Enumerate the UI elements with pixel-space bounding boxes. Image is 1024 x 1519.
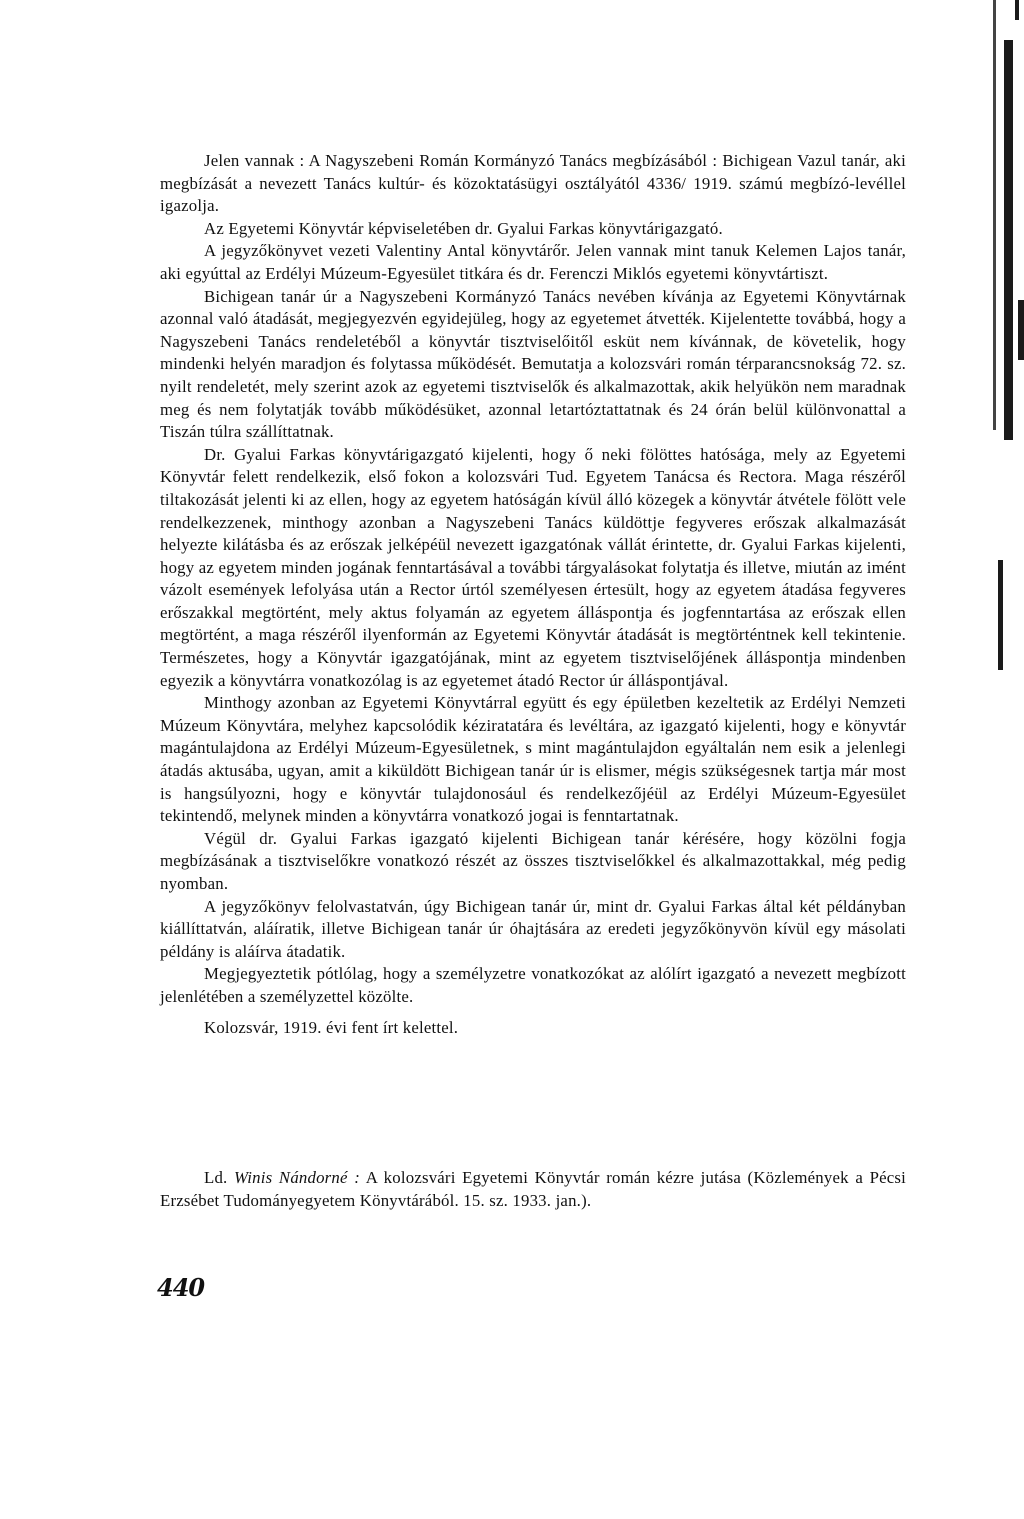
scan-edge-artifact [993,0,996,430]
reference-note [160,1167,906,1212]
paragraph-museum-library: Minthogy azonban az Egyetemi Könyvtárral együtt és egy épületben kezeltetik az Erdélyi Nemzeti Múzeum Könyvtára, melyhez kapcsolódik kéziratatára és levéltára, az igazgató kijelenti, hogy e könyvtár magántulajdona az Erdélyi Múzeum-Egyesületnek, s mint magántulajdon egyáltalán nem esik a jelenlegi átadás aktusába, ugyan, amit a kiküldött Bichigean tanár úr is elismer, mégis szükségesnek tartja már most is hangsúlyozni, hogy e könyvtár tulajdonosául és rendelkezőjéül az Erdélyi Múzeum-Egyesület tekintendő, melynek minden a könyvtárra vonatkozó jogai is fenntartatnak. [160,693,906,826]
reference-prefix: Ld. [204,1168,235,1187]
paragraph-attendees: Jelen vannak : A Nagyszebeni Román Kormányzó Tanács megbízásából : Bichigean Vazul tanár, aki megbízását a nevezett Tanács kultúr- és közoktatásügyi osztályától 4336/ 1919. számú megbízó-levéllel igazolja. [160,151,906,216]
paragraph-gyalui-statement: Dr. Gyalui Farkas könyvtárigazgató kijelenti, hogy ő neki fölöttes hatósága, mely az Egyetemi Könyvtár felett rendelkezik, első fokon a kolozsvári Tud. Egyetem Tanácsa és Rectora. Maga részéről tiltakozását jelenti ki az ellen, hogy az egyetem hatóságán kívül álló közegek a könyvtár átvétele fölött vele rendelkezzenek, minthogy azonban a Nagyszebeni Tanács küldöttje fegyveres erőszak alkalmazását helyezte kilátásba és az erőszak jelképéül nevezett igazgatónak vállát érintette, dr. Gyalui Farkas kijelenti, hogy az egyetem minden jogának fenntartásával a további tárgyalásokat folytatja és illetve, miután az imént vázolt események lefolyása után a Rector úrtól személyesen értesült, hogy az egyetem átadása fegyveres erőszakkal megtörtént, mely aktus folyamán az egyetem álláspontja és jogfenntartása az erőszak ellen megtörtént, a maga részéről ilyenformán az Egyetemi Könyvtár átadását is megtörténtnek kell tekintenie. Természetes, hogy a Könyvtár igazgatójának, mint az egyetem tisztviselőjének álláspontja mindenben egyezik a könyvtárra vonatkozólag is az egyetemet átadó Rector úr álláspontjával. [160,444,906,690]
paragraph-addendum: Megjegyeztetik pótlólag, hogy a személyzetre vonatkozókat az alólírt igazgató a nevezett megbízott jelenlétében a személyzettel közölte. [160,964,906,1006]
closing-dateline: Kolozsvár, 1919. évi fent írt kelettel. [204,1017,459,1037]
body-text [160,150,906,1039]
paragraph-bichigean-request: Bichigean tanár úr a Nagyszebeni Kormányzó Tanács nevében kívánja az Egyetemi Könyvtárnak azonnal való átadását, megjegyezvén egyidejüleg, hogy az egyetemet átvették. Kijelentette továbbá, hogy a Nagyszebeni Tanács rendeletéből a könyvtár tisztviselőitől esküt nem kívánnak, de követelik, hogy mindenki helyén maradjon és folytassa működését. Bemutatja a kolozsvári román térparancsnokság 72. sz. nyilt rendeletét, mely szerint azok az egyetemi tisztviselők és alkalmazottak, akik helyükön nem maradnak meg és nem folytatják tovább működésüket, azonnal letartóztattatnak és 24 órán belül különvonattal a Tiszán túlra szállíttatnak. [160,286,906,442]
scan-edge-artifact [1015,0,1019,20]
scan-edge-artifact [1004,40,1013,440]
paragraph-final-statement: Végül dr. Gyalui Farkas igazgató kijelenti Bichigean tanár kérésére, hogy közölni fogja megbízásának a tisztviselőkre vonatkozó részét az összes tisztviselőkkel és alkalmazottakkal, még pedig nyomban. [160,828,906,893]
reference-author: Winis Nándorné : [234,1168,361,1187]
paragraph-minutes-keeper: A jegyzőkönyvet vezeti Valentiny Antal könyvtárőr. Jelen vannak mint tanuk Kelemen Lajos tanár, aki egyúttal az Erdélyi Múzeum-Egyesület titkára és dr. Ferenczi Miklós egyetemi könyvtártiszt. [160,241,906,283]
reference-text: A kolozsvári Egyetemi Könyvtár román kézre jutása (Közlemények a Pécsi Erzsébet Tudományegyetem Könyvtárából. 15. sz. 1933. jan.). [160,1168,906,1210]
paragraph-signing: A jegyzőkönyv felolvastatván, úgy Bichigean tanár úr, mint dr. Gyalui Farkas által két példányban kiállíttatván, aláíratik, illetve Bichigean tanár úr óhajtására az eredeti jegyzőkönyvön kívül egy másolati példány is aláírva átadatik. [160,896,906,961]
page-number: 440 [157,1273,205,1302]
scan-edge-artifact [998,560,1003,670]
scan-edge-artifact [1018,300,1024,360]
paragraph-library-representative: Az Egyetemi Könyvtár képviseletében dr. Gyalui Farkas könyvtárigazgató. [204,218,723,238]
